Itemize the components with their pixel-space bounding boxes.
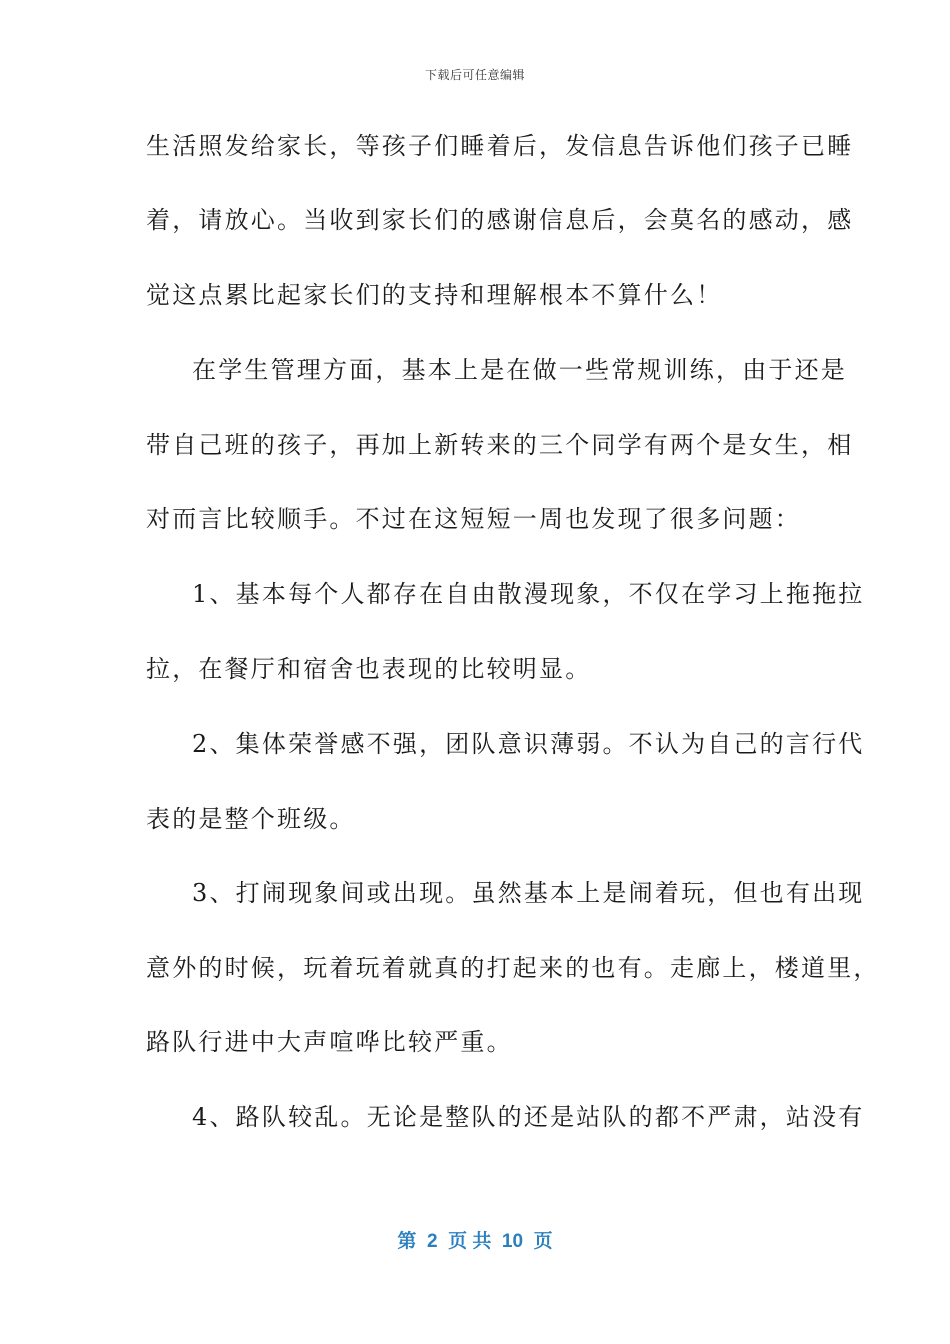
body-line: 着，请放心。当收到家长们的感谢信息后，会莫名的感动，感 xyxy=(146,206,854,234)
body-line: 觉这点累比起家长们的支持和理解根本不算什么！ xyxy=(146,281,723,309)
list-item-2: 2、集体荣誉感不强，团队意识薄弱。不认为自己的言行代 xyxy=(192,730,865,758)
body-line: 带自己班的孩子，再加上新转来的三个同学有两个是女生，相 xyxy=(146,431,854,459)
body-line: 路队行进中大声喧哗比较严重。 xyxy=(146,1028,513,1056)
body-line: 拉，在餐厅和宿舍也表现的比较明显。 xyxy=(146,655,592,683)
header-note: 下载后可任意编辑 xyxy=(424,68,525,82)
body-line: 生活照发给家长，等孩子们睡着后，发信息告诉他们孩子已睡 xyxy=(146,132,854,160)
page-number-footer: 第 2 页 共 10 页 xyxy=(397,1231,553,1252)
body-line: 意外的时候，玩着玩着就真的打起来的也有。走廊上，楼道里， xyxy=(146,954,880,982)
body-line: 对而言比较顺手。不过在这短短一周也发现了很多问题： xyxy=(146,505,801,533)
body-line: 表的是整个班级。 xyxy=(146,805,356,833)
paragraph-start: 在学生管理方面，基本上是在做一些常规训练，由于还是 xyxy=(192,356,847,384)
list-item-1: 1、基本每个人都存在自由散漫现象，不仅在学习上拖拖拉 xyxy=(192,580,865,608)
list-item-4: 4、路队较乱。无论是整队的还是站队的都不严肃，站没有 xyxy=(192,1103,865,1131)
list-item-3: 3、打闹现象间或出现。虽然基本上是闹着玩，但也有出现 xyxy=(192,879,865,907)
